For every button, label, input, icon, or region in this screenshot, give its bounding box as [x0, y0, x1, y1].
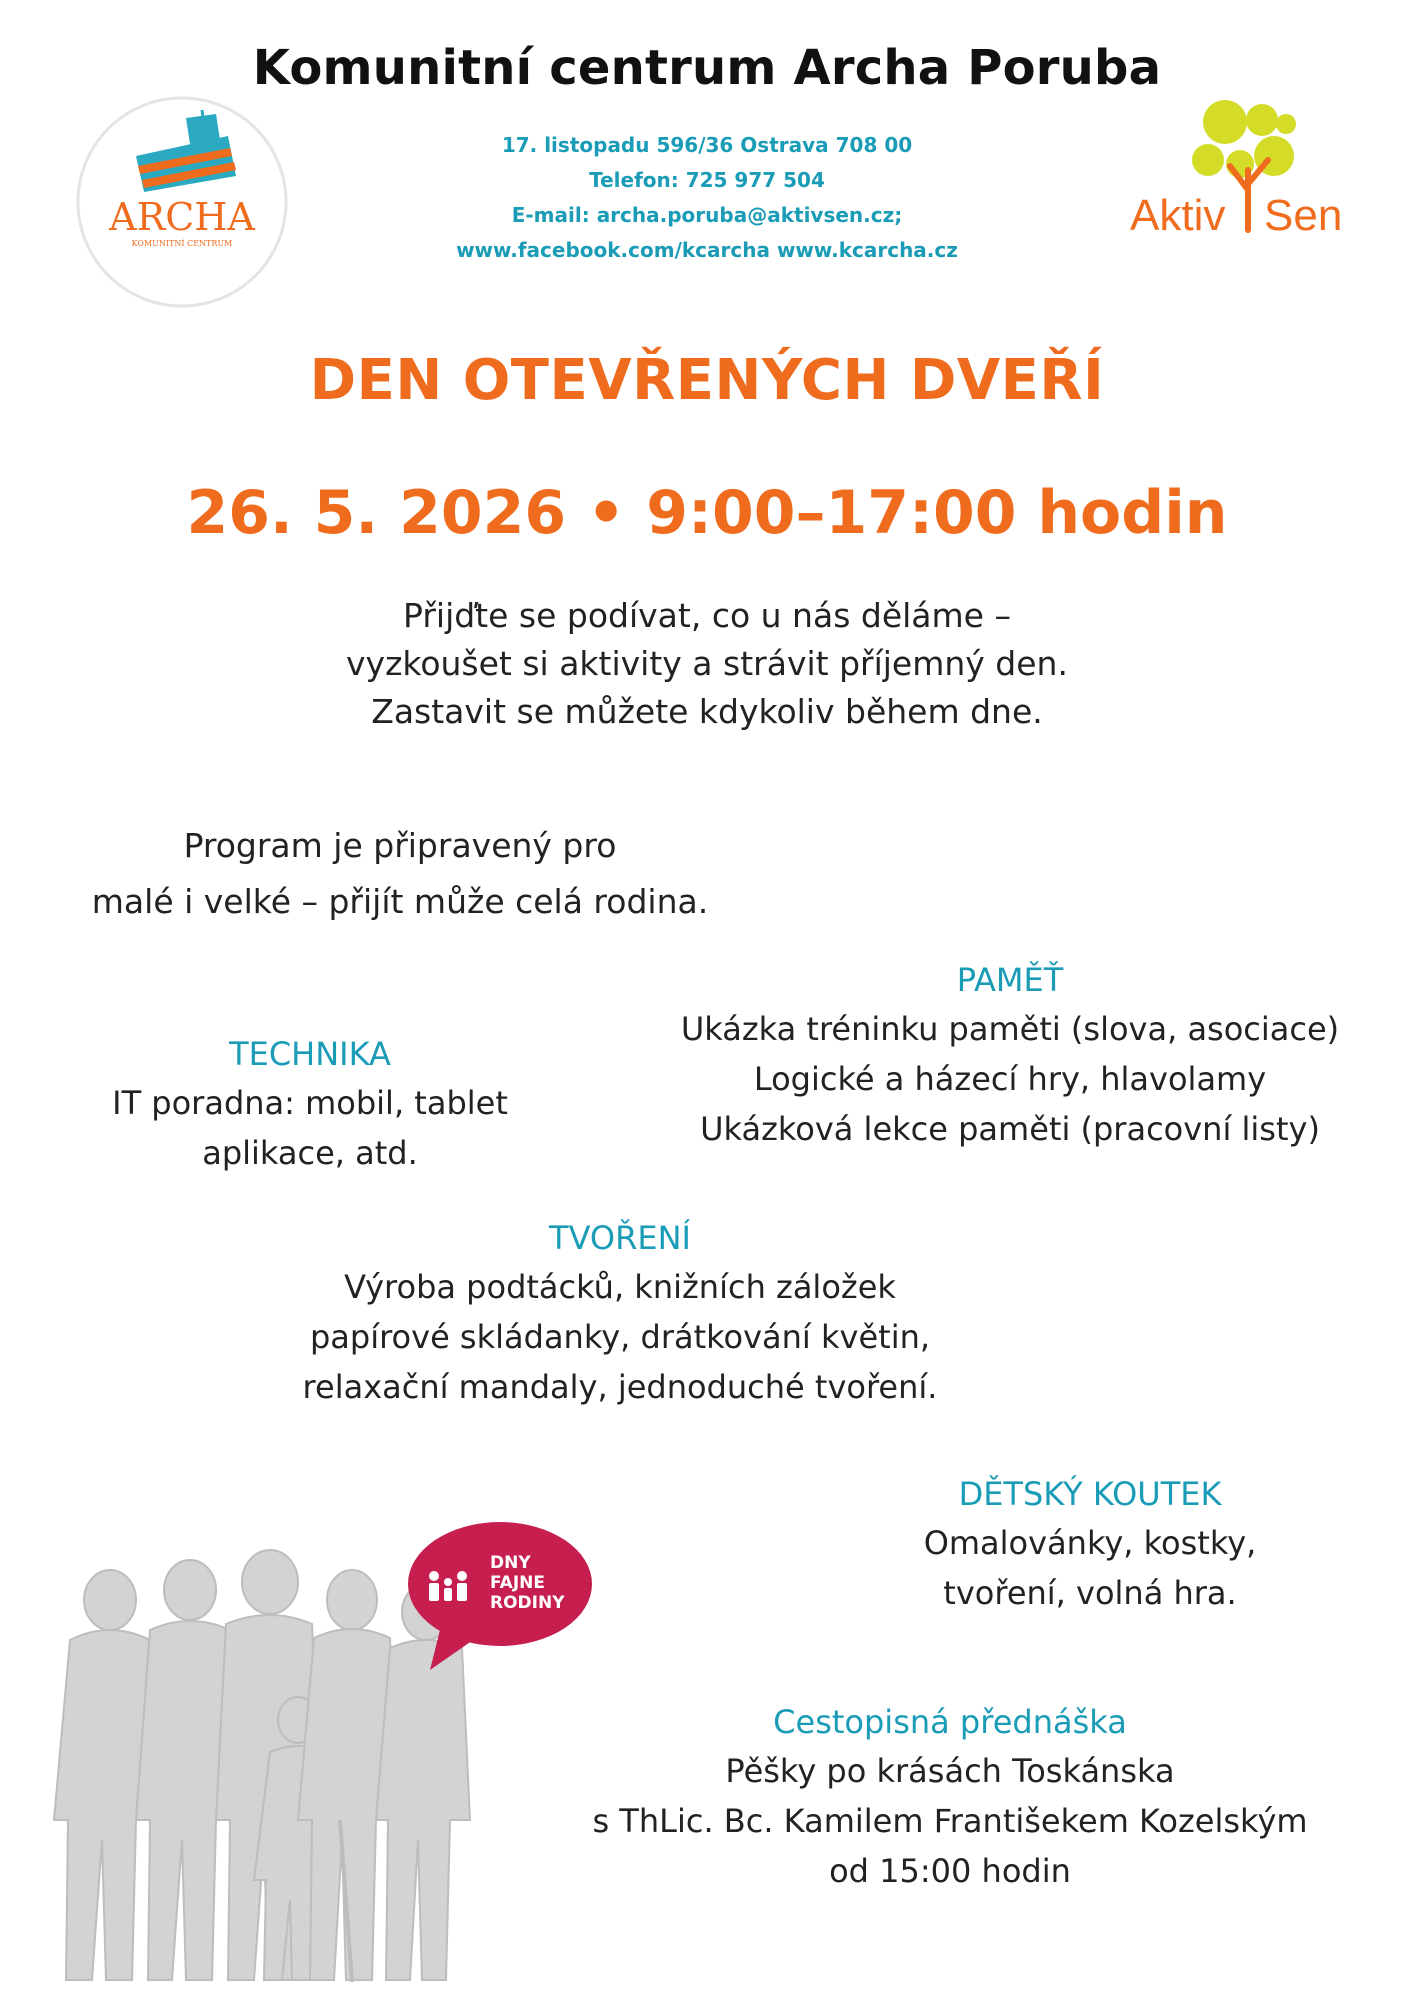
family-line: malé i velké – přijít může celá rodina.: [91, 882, 709, 921]
section-pamet: [640, 956, 1380, 1154]
section-title: TVOŘENÍ: [549, 1219, 691, 1257]
family-line: Program je připravený pro: [183, 826, 617, 865]
section-title: Cestopisná přednáška: [773, 1703, 1127, 1741]
aktivsen-logo: [1130, 100, 1380, 250]
bubble-line: DNY: [490, 1553, 531, 1573]
aktivsen-left: Aktiv: [1130, 191, 1226, 240]
section-title: PAMĚŤ: [956, 961, 1064, 999]
aktivsen-right: Sen: [1264, 191, 1343, 240]
section-line: Pěšky po krásách Toskánska: [725, 1752, 1175, 1790]
family-note: [20, 818, 780, 930]
section-line: Výroba podtácků, knižních záložek: [344, 1268, 896, 1306]
bubble-line: RODINY: [490, 1593, 565, 1613]
intro-text: [200, 592, 1214, 736]
section-line: Ukázka tréninku paměti (slova, asociace): [680, 1010, 1340, 1048]
section-line: Logické a házecí hry, hlavolamy: [753, 1060, 1267, 1098]
contact-phone: Telefon: 725 977 504: [589, 168, 825, 192]
section-technika: [60, 1030, 560, 1178]
archa-logo-subtitle: KOMUNITNÍ CENTRUM: [131, 239, 233, 248]
intro-line: Přijďte se podívat, co u nás děláme –: [403, 596, 1011, 635]
section-line: papírové skládanky, drátkování květin,: [309, 1318, 931, 1356]
section-line: tvoření, volná hra.: [943, 1574, 1237, 1612]
section-line: aplikace, atd.: [202, 1134, 418, 1172]
contact-block: [380, 128, 1034, 268]
archa-logo: [66, 96, 298, 308]
section-line: IT poradna: mobil, tablet: [112, 1084, 508, 1122]
section-detsky-koutek: [840, 1470, 1340, 1618]
section-title: DĚTSKÝ KOUTEK: [958, 1475, 1222, 1513]
archa-logo-name: ARCHA: [109, 195, 255, 239]
event-datetime: 26. 5. 2026 • 9:00–17:00 hodin: [186, 478, 1228, 548]
contact-web[interactable]: www.facebook.com/kcarcha www.kcarcha.cz: [456, 238, 958, 262]
intro-line: vyzkoušet si aktivity a strávit příjemný den.: [346, 644, 1068, 683]
bubble-line: FAJNE: [490, 1573, 545, 1593]
bubble-text: [490, 1553, 600, 1613]
section-line: s ThLic. Bc. Kamilem Františekem Kozelským: [592, 1802, 1308, 1840]
section-cestopis: [540, 1698, 1360, 1896]
contact-email[interactable]: E-mail: archa.poruba@aktivsen.cz;: [511, 203, 903, 227]
section-tvoreni: [230, 1214, 1010, 1412]
event-headline: DEN OTEVŘENÝCH DVEŘÍ: [309, 348, 1105, 413]
intro-line: Zastavit se můžete kdykoliv během dne.: [371, 692, 1043, 731]
organization-title: Komunitní centrum Archa Poruba: [252, 40, 1162, 96]
section-line: od 15:00 hodin: [829, 1852, 1071, 1890]
section-line: Ukázková lekce paměti (pracovní listy): [700, 1110, 1320, 1148]
section-line: Omalovánky, kostky,: [923, 1524, 1257, 1562]
section-title: TECHNIKA: [229, 1035, 391, 1073]
section-line: relaxační mandaly, jednoduché tvoření.: [302, 1368, 938, 1406]
contact-address: 17. listopadu 596/36 Ostrava 708 00: [501, 133, 913, 157]
